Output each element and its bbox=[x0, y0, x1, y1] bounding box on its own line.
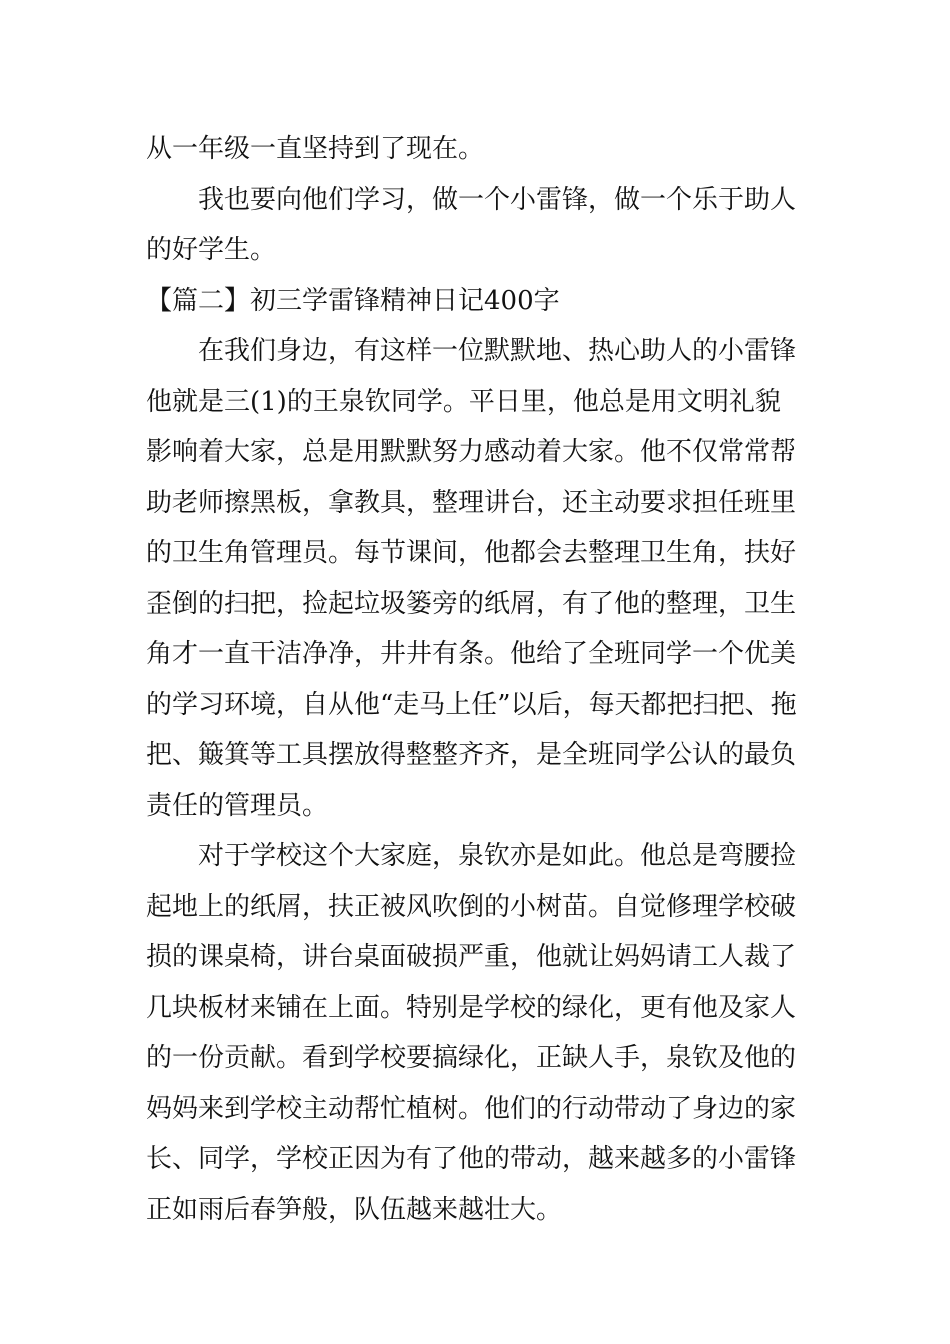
document-page bbox=[146, 124, 806, 1235]
section-title: 【篇二】初三学雷锋精神日记400字 bbox=[146, 285, 560, 316]
learn-paragraph: 我也要向他们学习，做一个小雷锋，做一个乐于助人的好学生。 bbox=[146, 184, 797, 265]
school-paragraph: 对于学校这个大家庭，泉钦亦是如此。他总是弯腰捡起地上的纸屑，扶正被风吹倒的小树苗。自觉修理学校破损的课桌椅，讲台桌面破损严重，他就让妈妈请工人裁了几块板材来铺在上面。特别是学校的绿化，更有他及家人的一份贡献。看到学校要搞绿化，正缺人手，泉钦及他的妈妈来到学校主动帮忙植树。他们的行动带动了身边的家长、同学，学校正因为有了他的带动，越来越多的小雷锋正如雨后春笋般，队伍越来越壮大。 bbox=[146, 841, 797, 1225]
classroom-paragraph: 在我们身边，有这样一位默默地、热心助人的小雷锋他就是三(1)的王泉钦同学。平日里，他总是用文明礼貌影响着大家，总是用默默努力感动着大家。他不仅常常帮助老师擦黑板，拿教具，整理讲台，还主动要求担任班里的卫生角管理员。每节课间，他都会去整理卫生角，扶好歪倒的扫把，捡起垃圾篓旁的纸屑，有了他的整理，卫生角才一直干洁净净，井井有条。他给了全班同学一个优美的学习环境，自从他“走马上任”以后，每天都把扫把、拖把、簸箕等工具摆放得整整齐齐，是全班同学公认的最负责任的管理员。 bbox=[146, 336, 797, 821]
continued-paragraph: 从一年级一直坚持到了现在。 bbox=[146, 134, 485, 164]
